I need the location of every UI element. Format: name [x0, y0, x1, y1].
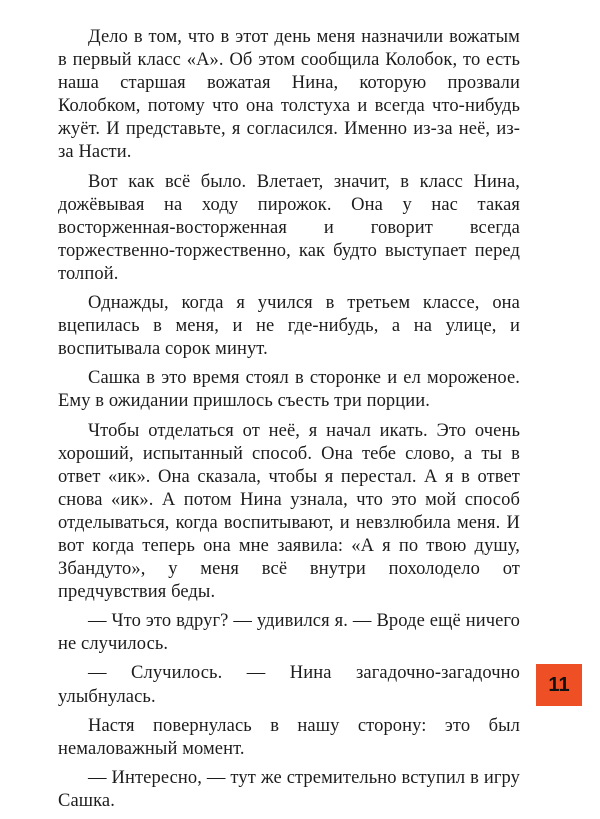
paragraph: Сашка в это время стоял в сторонке и ел мороженое. Ему в ожидании пришлось съесть три порции.: [58, 368, 520, 412]
paragraph: Однажды, когда я учился в третьем классе, она вцепилась в меня, и не где-нибудь, а на улице, и воспитывала сорок минут.: [58, 293, 520, 360]
page-number-badge: [536, 664, 582, 706]
paragraph: Чтобы отделаться от неё, я начал икать. Это очень хороший, испытанный способ. Она тебе слово, а ты в ответ «ик». Она сказала, чтобы я перестал. А я в ответ снова «ик». А потом Нина узнала, что это мой способ отделываться, когда воспитывают, и невзлюбила меня. И вот когда теперь она мне заявила: «А я по твою душу, Збандуто», у меня всё внутри похолодело от предчувствия беды.: [58, 420, 520, 603]
page-number: 11: [548, 673, 570, 696]
page-text: [58, 26, 520, 819]
paragraph: Вот как всё было. Влетает, значит, в класс Нина, дожёвывая на ходу пирожок. Она у нас такая восторженная-восторженная и говорит всегда торжественно-торжественно, как будто выступает перед толпой.: [58, 171, 520, 284]
paragraph: Дело в том, что в этот день меня назначили вожатым в первый класс «А». Об этом сообщила Колобок, то есть наша старшая вожатая Нина, которую прозвали Колобком, потому что она толстуха и всегда что-нибудь жуёт. И представьте, я согласился. Именно из-за неё, из-за Насти.: [58, 27, 520, 163]
paragraph: — Что это вдруг? — удивился я. — Вроде ещё ничего не случилось.: [58, 611, 520, 655]
paragraph: Настя повернулась в нашу сторону: это был немаловажный момент.: [58, 715, 520, 759]
paragraph: — Интересно, — тут же стремительно вступил в игру Сашка.: [58, 767, 520, 811]
paragraph: — Случилось. — Нина загадочно-загадочно улыбнулась.: [58, 663, 520, 707]
